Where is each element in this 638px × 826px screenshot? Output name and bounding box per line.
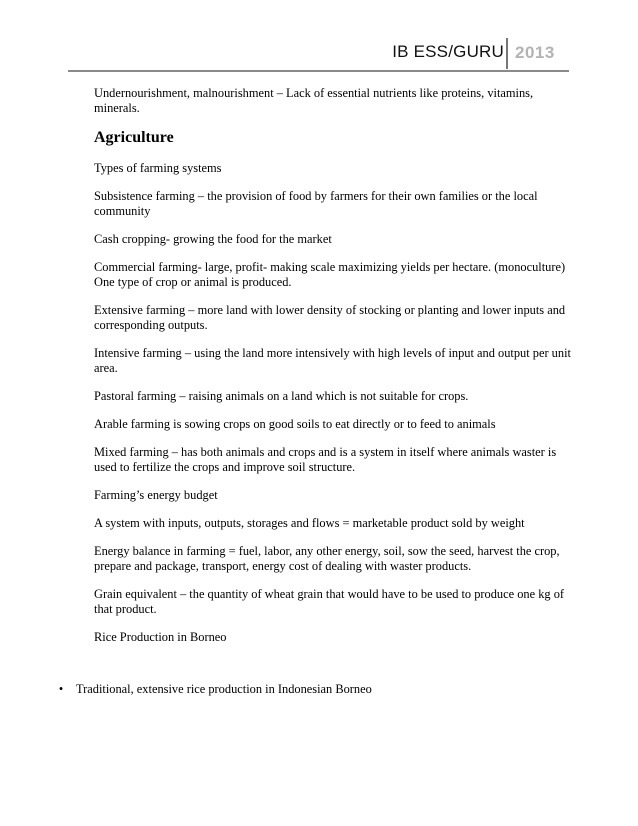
paragraph-energy-balance: Energy balance in farming = fuel, labor, any other energy, soil, sow the seed, harvest the crop, prepare and package, transport, energy cost of dealing with waster products. [94, 544, 560, 573]
header-year: 2013 [515, 43, 555, 62]
section-heading-agriculture: Agriculture [94, 129, 174, 146]
paragraph-mixed-farming: Mixed farming – has both animals and crops and is a system in itself where animals waster is used to fertilize the crops and improve soil structure. [94, 445, 557, 474]
paragraph-commercial-farming [94, 260, 574, 290]
header-rule [68, 70, 569, 72]
paragraph-system-flows: A system with inputs, outputs, storages and flows = marketable product sold by weight [94, 516, 525, 530]
commercial-farming-line: Commercial farming- large, profit- making scale maximizing yields per hectare. (monoculture) [94, 260, 566, 274]
header-divider [506, 38, 508, 69]
paragraph-energy-budget: Farming’s energy budget [94, 488, 218, 502]
paragraph-extensive-farming: Extensive farming – more land with lower density of stocking or planting and lower inputs and corresponding outputs. [94, 303, 566, 332]
page-header [0, 36, 638, 72]
paragraph-types-of-farming: Types of farming systems [94, 161, 222, 175]
paragraph-cash-cropping: Cash cropping- growing the food for the market [94, 232, 332, 246]
bullet-text: Traditional, extensive rice production in Indonesian Borneo [76, 682, 372, 696]
paragraph-subsistence-farming: Subsistence farming – the provision of food by farmers for their own families or the local community [94, 189, 538, 218]
commercial-farming-note: One type of crop or animal is produced. [94, 275, 292, 289]
paragraph-rice-production: Rice Production in Borneo [94, 630, 227, 644]
header-title: IB ESS/GURU [392, 42, 504, 61]
paragraph-pastoral-farming: Pastoral farming – raising animals on a land which is not suitable for crops. [94, 389, 469, 403]
paragraph-intensive-farming: Intensive farming – using the land more intensively with high levels of input and output per unit area. [94, 346, 571, 375]
paragraph-grain-equivalent: Grain equivalent – the quantity of wheat grain that would have to be used to produce one kg of that product. [94, 587, 565, 616]
bullet-marker: • [58, 682, 64, 696]
paragraph-undernourishment: Undernourishment, malnourishment – Lack of essential nutrients like proteins, vitamins, minerals. [94, 86, 534, 115]
document-body [94, 86, 574, 658]
paragraph-arable-farming: Arable farming is sowing crops on good soils to eat directly or to feed to animals [94, 417, 496, 431]
